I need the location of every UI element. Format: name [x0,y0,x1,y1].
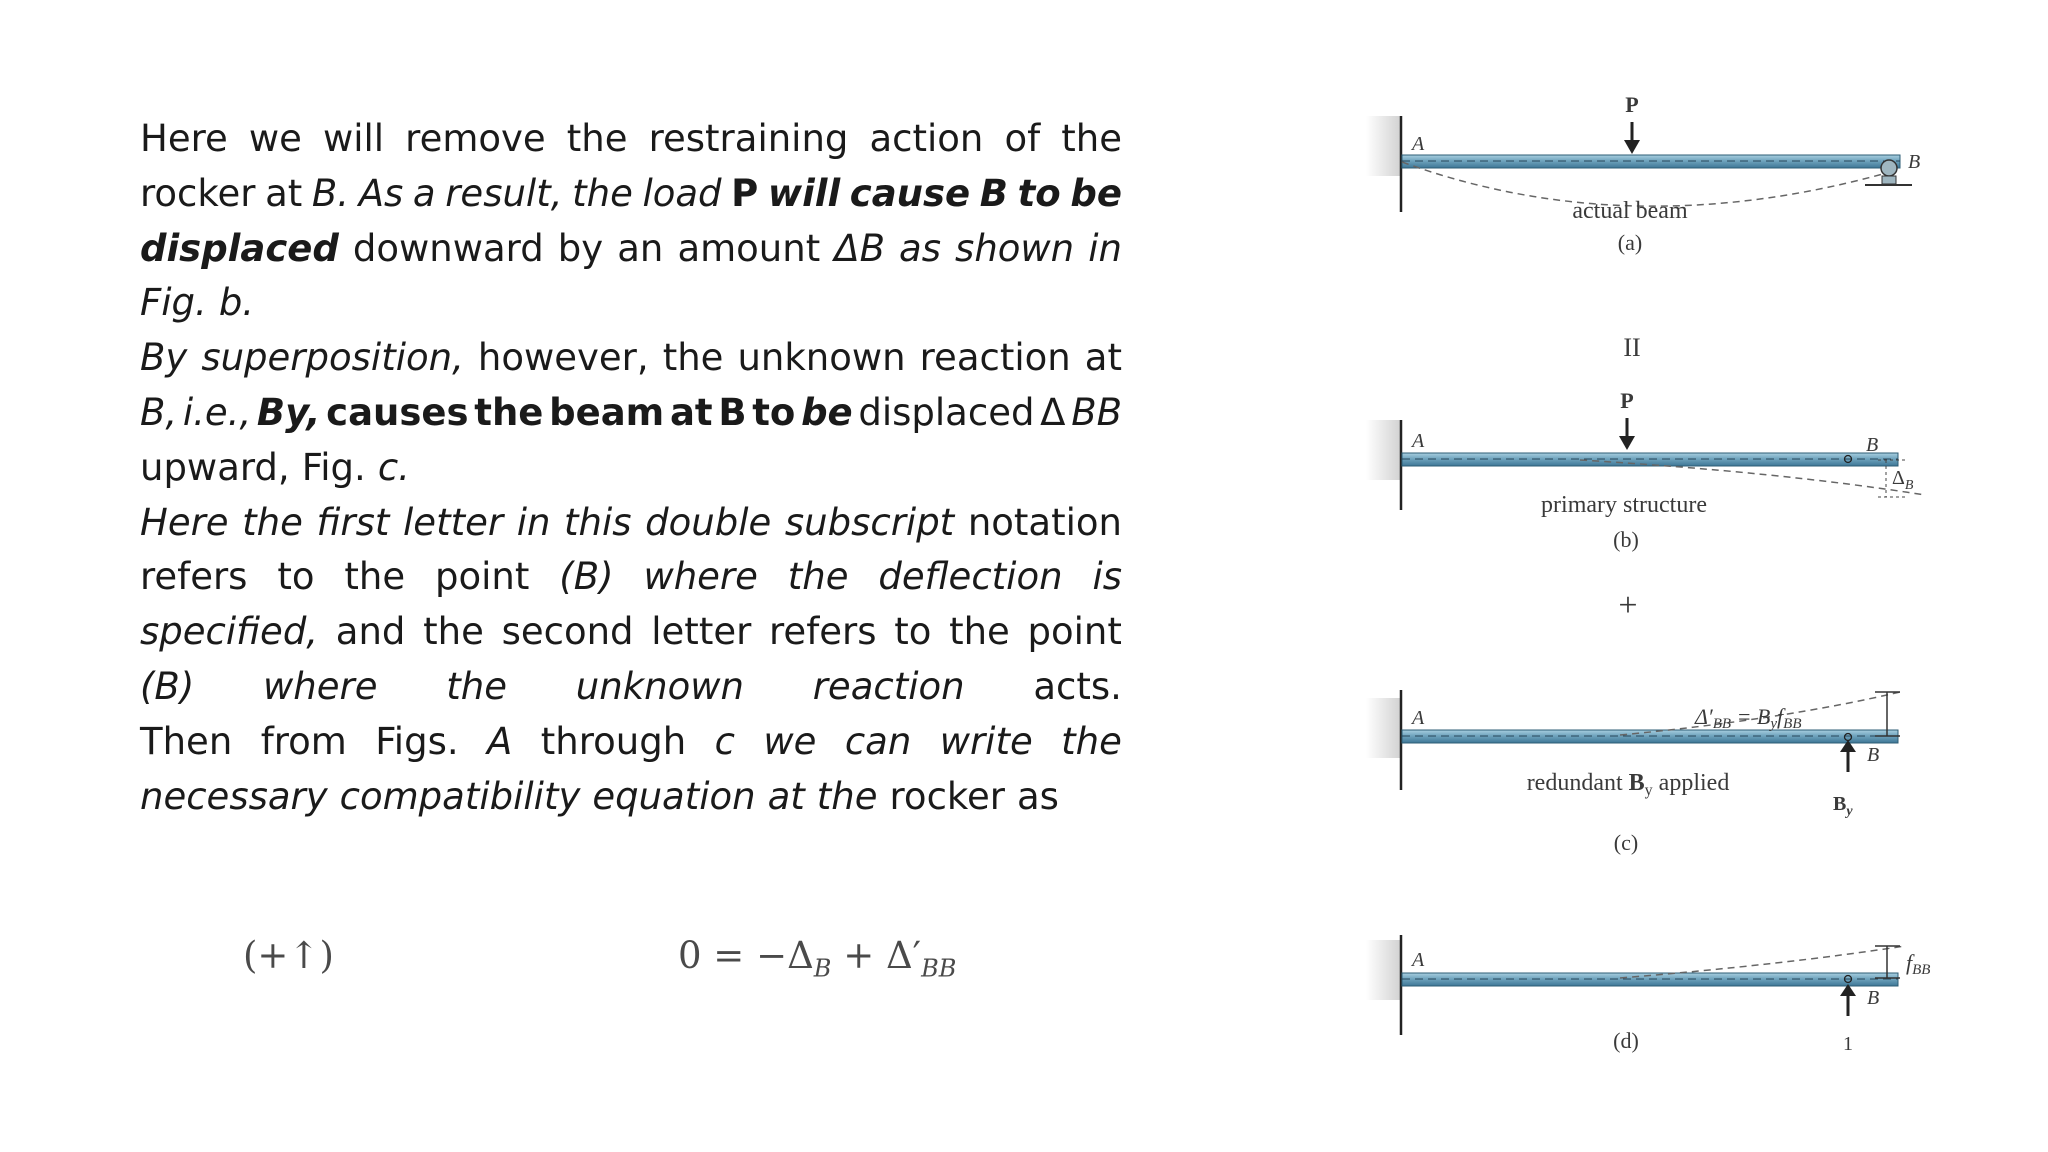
word: action [869,117,984,160]
word: Here [140,500,229,544]
word: specified, [140,610,319,654]
word: in [516,500,551,544]
paragraph-line [140,660,1122,715]
word: can [844,719,912,763]
paragraph-line [140,496,1122,551]
word: double [645,500,772,544]
word: through [540,719,687,763]
word: as [1017,774,1059,818]
word: Then [140,719,233,763]
word: letter [651,610,752,654]
word: c [714,719,735,763]
label-b-b: B [1866,434,1879,456]
word: write [939,719,1033,763]
caption-a: actual beam [1572,198,1688,224]
load-label-a: P [1625,92,1639,117]
word: beam [549,390,665,434]
word: Δ [1040,390,1066,434]
word: Figs. [375,719,459,763]
word: the [446,664,508,708]
word: cause [849,171,971,215]
word: refers [769,610,877,654]
word: the [566,117,628,160]
word: amount [677,226,821,270]
word: notation [967,500,1122,544]
paragraph-line [140,550,1122,605]
figure-a [1366,92,1920,255]
word: ΔB [834,226,885,270]
paragraph-line [140,112,1122,167]
rocker-support [1881,160,1897,176]
word: to [1017,171,1061,215]
wall-shade-d [1366,940,1402,1000]
word: c. [377,445,410,489]
tag-d: (d) [1613,1028,1639,1053]
word: the [423,610,484,654]
word: be [1070,171,1122,215]
word: Fig. [301,445,366,489]
word: restraining [648,117,849,160]
word: Here [140,117,228,160]
word: A [487,719,513,763]
beam-figure [1360,80,1980,1080]
word: where [263,664,378,708]
word: b. [218,281,255,325]
word: B, [140,390,178,434]
word: By [140,336,188,380]
label-a-a: A [1412,133,1425,155]
word: to [752,390,796,434]
word: the [1061,117,1122,160]
word: refers [140,555,248,599]
word: be [801,390,853,434]
word: unknown [737,336,906,380]
word: reaction [919,336,1071,380]
wall-shade-c [1366,698,1402,758]
paragraph-line [140,770,1122,825]
word: upward, [140,445,290,489]
label-b-c: B [1867,744,1880,766]
unit-load-label-d: 1 [1843,1033,1853,1055]
word: superposition, [201,336,464,380]
equation-sub-bb: BB [921,954,957,983]
word: where [643,555,758,599]
tag-a: (a) [1617,230,1643,255]
word: this [564,500,632,544]
word: and [335,610,406,654]
sign-convention: (+↑) [243,934,334,977]
word: point [435,555,530,599]
figure-b [1366,388,1925,552]
word: the [242,500,303,544]
word: second [501,610,634,654]
word: Fig. [140,281,207,325]
caption-c: redundant $B_y$ applied [1526,770,1730,799]
label-b-a: B [1908,151,1921,173]
plus-sign: + [1618,587,1638,624]
word: acts. [1033,664,1122,708]
word: point [1027,610,1122,654]
caption-b: primary structure [1541,492,1707,518]
word: rocker [140,171,256,215]
word: will [322,117,385,160]
word: displaced [858,390,1035,434]
word: displaced [140,226,339,270]
paragraph-line [140,222,1122,277]
word: necessary [140,774,328,818]
rocker-base [1882,176,1896,184]
word: B [979,171,1008,215]
equals-sign: II [1623,333,1641,362]
word: a [412,171,436,215]
word: P [731,171,759,215]
word: By, [256,390,321,434]
equation-mid: + Δ′ [831,934,922,977]
label-a-b: A [1412,430,1425,452]
paragraph-line [140,167,1122,222]
word: causes [326,390,469,434]
tag-c: (c) [1613,830,1639,855]
word: is [1092,555,1122,599]
label-a-c: A [1412,707,1425,729]
wall-shade-a [1366,116,1402,176]
compatibility-equation [678,934,956,982]
word: will [767,171,841,215]
force-label-c: $B_y$ [1833,793,1853,819]
word: as [899,226,941,270]
word: an [617,226,664,270]
paragraph-line [140,276,1122,331]
tag-b: (b) [1613,527,1639,552]
word: at [265,171,303,215]
figure-c [1366,690,1900,855]
word: first [316,500,390,544]
word: the [662,336,724,380]
load-label-b: P [1620,388,1634,413]
word: at [1084,336,1122,380]
word: in [1088,226,1122,270]
word: the [344,555,406,599]
word: compatibility [339,774,581,818]
word: load [642,171,722,215]
word: we [763,719,817,763]
word: downward [352,226,544,270]
word: unknown [575,664,744,708]
word: of [1004,117,1041,160]
word: B [718,390,747,434]
word: B. [311,171,350,215]
word: (B) [559,555,614,599]
word: by [557,226,604,270]
wall-shade-b [1366,420,1402,480]
paragraph-line [140,441,1122,496]
label-a-d: A [1412,949,1425,971]
word: we [248,117,302,160]
word: remove [405,117,546,160]
f-label-d: fBB [1906,950,1931,978]
word: at [669,390,713,434]
word: equation [592,774,756,818]
word: As [358,171,404,215]
word: letter [403,500,504,544]
paragraph-line [140,331,1122,386]
word: the [1061,719,1122,763]
word: (B) [140,664,195,708]
word: reaction [812,664,965,708]
word: to [277,555,315,599]
word: the [949,610,1010,654]
word: BB [1071,390,1122,434]
load-arrow-head-a [1624,140,1640,154]
word: however, [477,336,649,380]
word: result, [445,171,563,215]
figure-d [1366,935,1930,1055]
word: deflection [878,555,1063,599]
compat-label-c: Δ′BB = ByfBB [1695,704,1802,732]
paragraph-line [140,715,1122,770]
word: from [260,719,347,763]
word: subscript [784,500,955,544]
word: at [767,774,805,818]
explanation-paragraph [140,112,1122,824]
delta-b-label: $\Delta_B$ [1892,467,1914,493]
word: the [787,555,849,599]
equation-lhs: 0 = −Δ [678,934,814,977]
label-b-d: B [1867,987,1880,1009]
word: rocker [889,774,1005,818]
word: i.e., [182,390,252,434]
word: the [572,171,633,215]
word: shown [955,226,1075,270]
load-arrow-head-b [1619,436,1635,450]
word: to [894,610,932,654]
paragraph-line [140,386,1122,441]
equation-sub-b: B [813,954,832,983]
paragraph-line [140,605,1122,660]
word: the [816,774,878,818]
word: the [474,390,544,434]
